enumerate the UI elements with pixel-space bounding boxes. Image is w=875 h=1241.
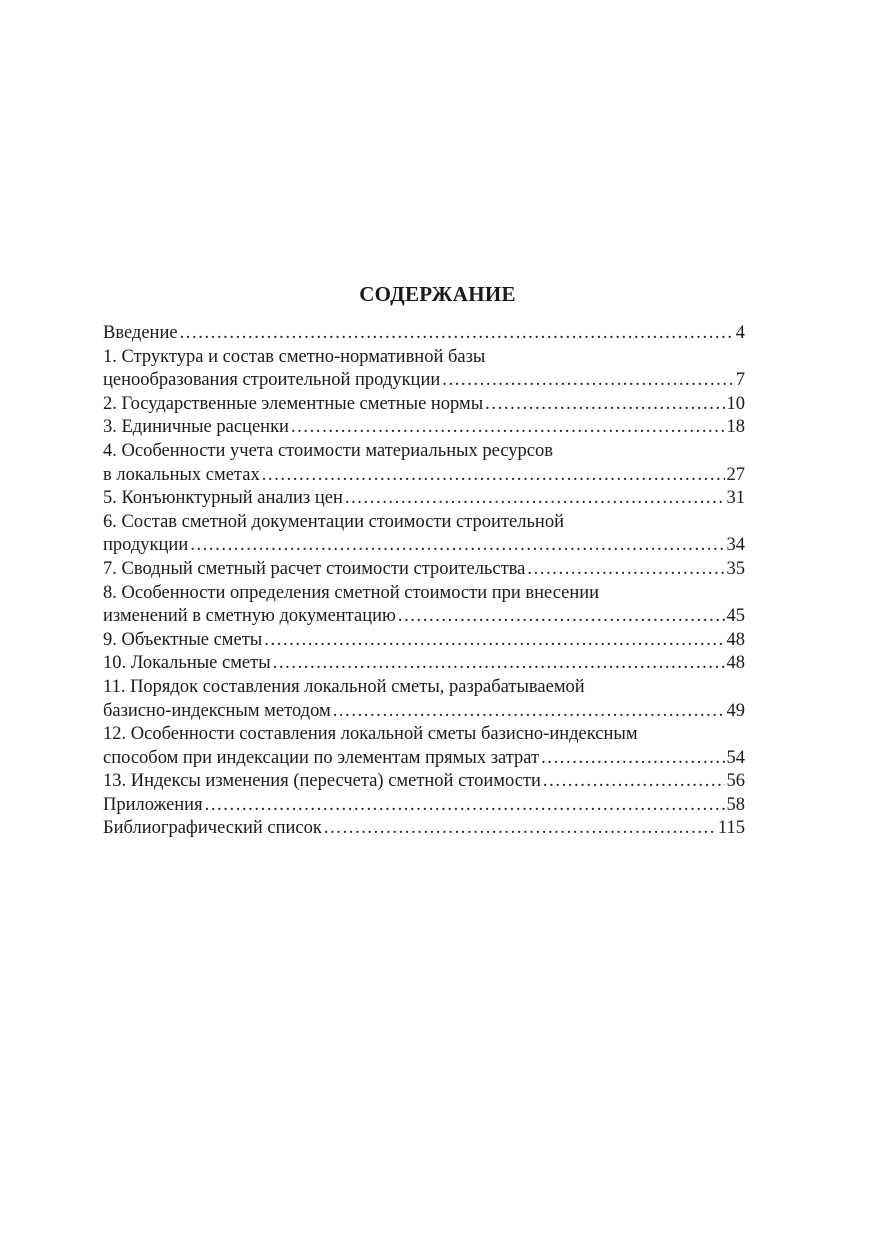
toc-entry-row (103, 416, 745, 440)
toc-entry-text: базисно-индексным методом (103, 700, 331, 721)
toc-entry (103, 770, 745, 794)
toc-entry (103, 629, 745, 653)
toc-entry-row (103, 393, 745, 417)
toc-page-number: 10 (726, 393, 745, 414)
toc-entry (103, 817, 745, 841)
toc-entry-row (103, 652, 745, 676)
toc-entry-text: 1. Структура и состав сметно-нормативной базы (103, 346, 486, 367)
toc-entry (103, 558, 745, 582)
toc-dot-leader (262, 464, 725, 488)
toc-entry-text: 8. Особенности определения сметной стоимости при внесении (103, 582, 600, 603)
toc-entry-text: 13. Индексы изменения (пересчета) сметной стоимости (103, 771, 541, 792)
toc-entry (103, 346, 745, 393)
toc-entry-text: Введение (103, 323, 178, 343)
toc-entry-text: 2. Государственные элементные сметные нормы (103, 393, 484, 414)
toc-dot-leader (527, 558, 724, 582)
toc-dot-leader (273, 652, 725, 676)
toc-dot-leader (205, 794, 725, 818)
toc-dot-leader (291, 416, 725, 440)
toc-entry-text: 10. Локальные сметы (103, 653, 271, 674)
toc-entry-text: способом при индексации по элементам прямых затрат (103, 747, 540, 768)
toc-entry-row (103, 605, 745, 629)
toc-entry-text: 3. Единичные расценки (103, 417, 289, 438)
toc-entry-text: 12. Особенности составления локальной сметы базисно-индексным (103, 724, 638, 745)
toc-entry (103, 511, 745, 558)
toc-entry-text: Библиографический список (103, 818, 322, 839)
toc-entry-row (103, 322, 745, 346)
toc-page-number: 56 (726, 771, 745, 792)
toc-entry-row (103, 629, 745, 653)
toc-dot-leader (264, 629, 724, 653)
toc-page-number: 48 (726, 629, 745, 650)
toc-page-number: 31 (726, 488, 745, 509)
toc-entry-text: Приложения (103, 794, 203, 815)
toc-entry (103, 487, 745, 511)
toc-entry (103, 652, 745, 676)
toc-entry-text: 11. Порядок составления локальной сметы, разрабатываемой (103, 676, 585, 697)
toc-page-number: 27 (726, 464, 745, 485)
toc-entry (103, 794, 745, 818)
toc-dot-leader (485, 393, 724, 417)
toc-entry (103, 393, 745, 417)
toc-entry-row (103, 817, 745, 841)
toc-entry-text: 9. Объектные сметы (103, 629, 263, 650)
toc-entry (103, 676, 745, 723)
toc-page-number: 7 (735, 370, 745, 391)
toc-dot-leader (180, 322, 734, 346)
toc-page-number: 35 (726, 558, 745, 579)
toc-entry-row (103, 534, 745, 558)
toc-dot-leader (324, 817, 716, 841)
toc-entry-text: изменений в сметную документацию (103, 606, 396, 627)
toc-dot-leader (442, 369, 733, 393)
toc-dot-leader (543, 770, 725, 794)
toc-entry-text: ценообразования строительной продукции (103, 370, 441, 391)
toc-dot-leader (333, 700, 725, 724)
toc-page-number: 115 (717, 818, 745, 839)
toc-page-number: 48 (726, 653, 745, 674)
toc-entry-row (103, 464, 745, 488)
page-title: СОДЕРЖАНИЕ (359, 282, 516, 306)
toc-entry-row (103, 487, 745, 511)
toc-page-number: 58 (726, 794, 745, 815)
toc-entry-row (103, 369, 745, 393)
toc-entry-text: продукции (103, 535, 189, 556)
toc-page-number: 18 (726, 417, 745, 438)
toc-page-number: 4 (735, 323, 745, 343)
toc-dot-leader (190, 534, 724, 558)
toc-entry-row (103, 770, 745, 794)
toc-entry-text: 5. Конъюнктурный анализ цен (103, 488, 343, 509)
toc-dot-leader (541, 747, 724, 771)
toc-entry (103, 723, 745, 770)
toc-entry-text: 7. Сводный сметный расчет стоимости строительства (103, 558, 526, 579)
toc-entry (103, 322, 745, 346)
toc-page-number: 49 (726, 700, 745, 721)
toc-entry-row (103, 747, 745, 771)
toc-entry-text: 4. Особенности учета стоимости материальных ресурсов (103, 440, 553, 461)
toc-page-number: 34 (726, 535, 745, 556)
toc-entry (103, 582, 745, 629)
table-of-contents (103, 322, 745, 841)
toc-entry (103, 440, 745, 487)
toc-entry (103, 416, 745, 440)
toc-entry-row (103, 700, 745, 724)
toc-entry-row (103, 794, 745, 818)
toc-page-number: 54 (726, 747, 745, 768)
toc-entry-row (103, 558, 745, 582)
toc-page-number: 45 (726, 606, 745, 627)
toc-entry-text: 6. Состав сметной документации стоимости строительной (103, 511, 564, 532)
toc-entry-text: в локальных сметах (103, 464, 260, 485)
toc-dot-leader (398, 605, 725, 629)
toc-dot-leader (345, 487, 725, 511)
